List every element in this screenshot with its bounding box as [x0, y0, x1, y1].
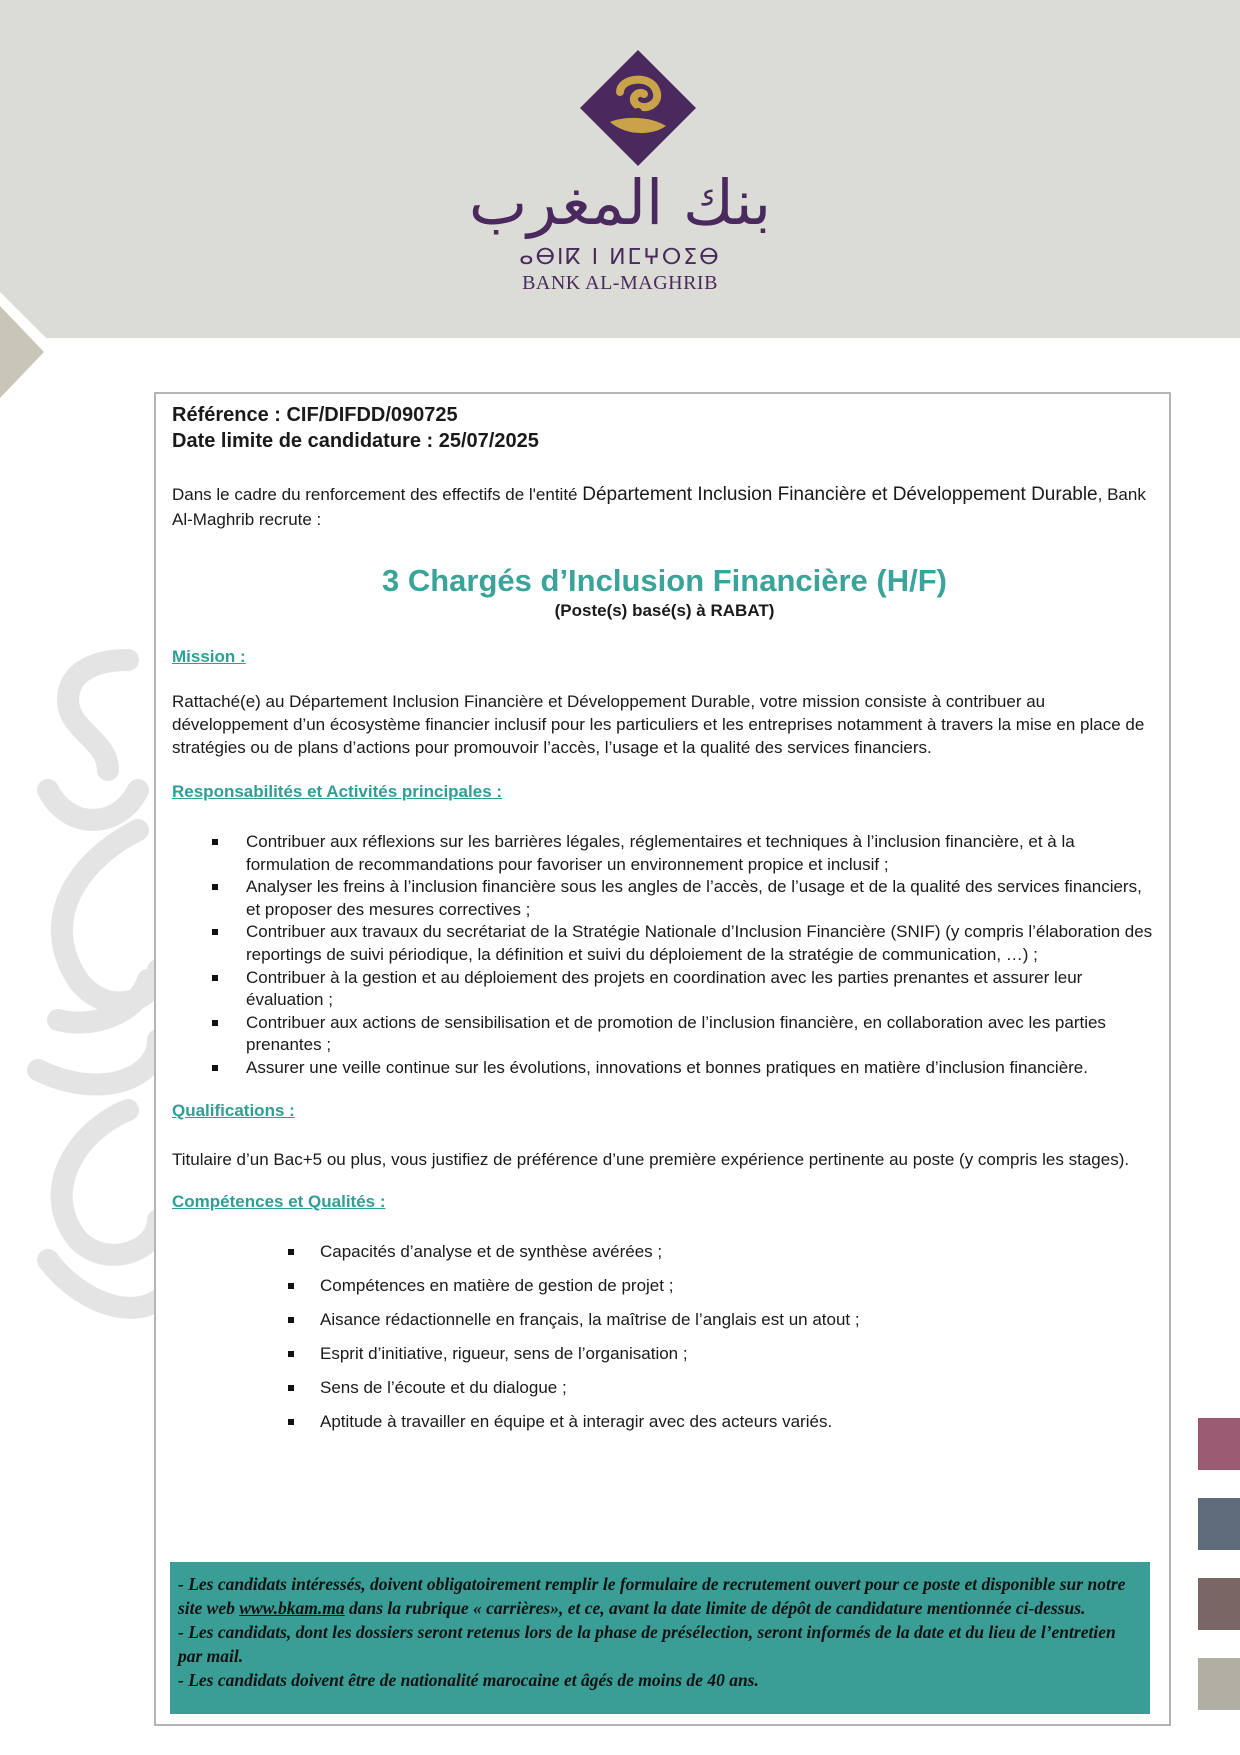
qualifications-heading: Qualifications :: [172, 1100, 295, 1120]
list-item: Contribuer aux réflexions sur les barrières légales, réglementaires et techniques à l’inclusion financière, et à la formulation de recommandations pour favoriser un environnement propice et inclusif ;: [246, 831, 1157, 876]
side-chevron-icon: [0, 292, 70, 412]
color-swatch-4: [1198, 1658, 1240, 1710]
color-swatch-1: [1198, 1418, 1240, 1470]
application-deadline: Date limite de candidature : 25/07/2025: [172, 430, 539, 452]
skills-list: [172, 1241, 1157, 1433]
skills-heading: Compétences et Qualités :: [172, 1191, 386, 1211]
job-location: (Poste(s) basé(s) à RABAT): [554, 601, 775, 620]
list-item: Sens de l’écoute et du dialogue ;: [320, 1377, 1157, 1399]
notice-line-2: - Les candidats, dont les dossiers seront retenus lors de la phase de présélection, seront informés de la date et du lieu de l’entretien par mail.: [178, 1622, 1116, 1666]
list-item: Esprit d’initiative, rigueur, sens de l’organisation ;: [320, 1343, 1157, 1365]
notice-line-1-end: dans la rubrique « carrières», et ce, avant la date limite de dépôt de candidature mentionnée ci-dessus.: [344, 1598, 1086, 1618]
logo-latin-text: BANK AL-MAGHRIB: [522, 272, 718, 294]
logo-arabic-text: بنك المغرب: [468, 166, 772, 239]
intro-suffix: , Bank Al-Maghrib recrute :: [172, 485, 1146, 529]
intro-prefix: Dans le cadre du renforcement des effectifs de l'entité: [172, 485, 583, 504]
calligraphy-watermark-icon: [18, 640, 168, 1360]
job-offer-card: [154, 392, 1171, 1726]
list-item: Contribuer à la gestion et au déploiement des projets en coordination avec les parties prenantes et assurer leur évaluation ;: [246, 967, 1157, 1012]
qualifications-text: Titulaire d’un Bac+5 ou plus, vous justifiez de préférence d’une première expérience pertinente au poste (y compris les stages).: [172, 1149, 1130, 1169]
list-item: Aptitude à travailler en équipe et à interagir avec des acteurs variés.: [320, 1411, 1157, 1433]
list-item: Aisance rédactionnelle en français, la maîtrise de l’anglais est un atout ;: [320, 1309, 1157, 1331]
list-item: Capacités d’analyse et de synthèse avérées ;: [320, 1241, 1157, 1263]
responsibilities-list: [172, 831, 1157, 1080]
bank-logo: [460, 50, 780, 294]
list-item: Analyser les freins à l’inclusion financière sous les angles de l’accès, de l’usage et de la qualité des services financiers, et proposer des mesures correctives ;: [246, 876, 1157, 921]
list-item: Contribuer aux actions de sensibilisation et de promotion de l’inclusion financière, en collaboration avec les parties prenantes ;: [246, 1012, 1157, 1057]
color-swatch-2: [1198, 1498, 1240, 1550]
color-swatch-3: [1198, 1578, 1240, 1630]
mission-heading: Mission :: [172, 647, 246, 666]
intro-entity: Département Inclusion Financière et Développement Durable: [582, 484, 1098, 505]
list-item: Assurer une veille continue sur les évolutions, innovations et bonnes pratiques en matière d’inclusion financière.: [246, 1057, 1157, 1080]
website-link[interactable]: www.bkam.ma: [239, 1598, 345, 1618]
notice-line-1-start: - Les candidats intéressés, doivent obligatoirement remplir le formulaire de recrutement ouvert pour ce poste et disponible sur notre site web: [178, 1574, 1126, 1618]
intro-paragraph: [172, 482, 1157, 532]
logo-emblem-icon: [460, 50, 780, 180]
notice-line-3: - Les candidats doivent être de nationalité marocaine et âgés de moins de 40 ans.: [178, 1670, 759, 1690]
reference-number: Référence : CIF/DIFDD/090725: [172, 404, 458, 426]
logo-tifinagh-text: ⴰⴱⵏⴽ ⵏ ⵍⵎⵖⵔⵉⴱ: [519, 245, 721, 270]
notice-line-1: [178, 1572, 1142, 1620]
list-item: Compétences en matière de gestion de projet ;: [320, 1275, 1157, 1297]
list-item: Contribuer aux travaux du secrétariat de la Stratégie Nationale d’Inclusion Financière (SNIF) (y compris l’élaboration des reportings de suivi périodique, la définition et suivi du déploiement de la stratégie de communication, …) ;: [246, 921, 1157, 966]
job-title: 3 Chargés d’Inclusion Financière (H/F): [382, 563, 947, 598]
mission-text: Rattaché(e) au Département Inclusion Financière et Développement Durable, votre mission consiste à contribuer au développement d’un écosystème financier inclusif pour les particuliers et les entreprises notamment à travers la mise en place de stratégies ou de plans d’actions pour promouvoir l’accès, l’usage et la qualité des services financiers.: [172, 692, 1145, 757]
responsibilities-heading: Responsabilités et Activités principales :: [172, 782, 503, 801]
application-notice: [170, 1562, 1150, 1714]
